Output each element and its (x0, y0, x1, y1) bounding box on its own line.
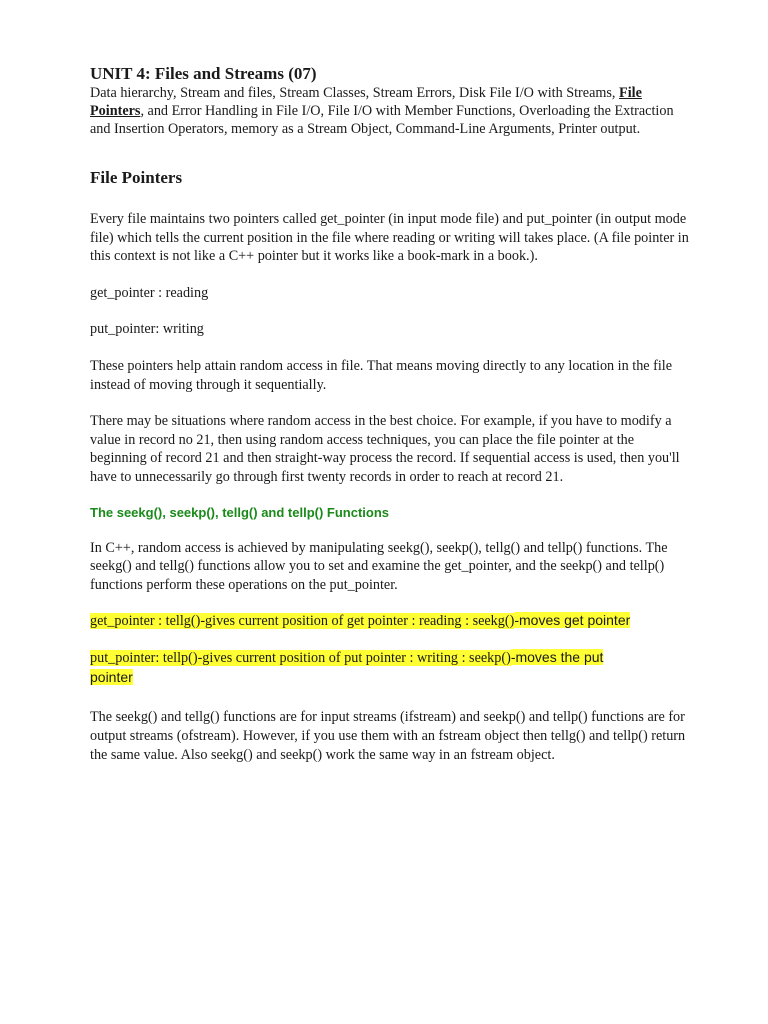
closing-paragraph: The seekg() and tellg() functions are for input streams (ifstream) and seekp() and tellp() functions are for output streams (ofstream). However, if you use them with an fstream object then tellg() and tellp() return the same value. Also seekg() and seekp() work the same way in an fstream object. (90, 709, 686, 763)
functions-heading: The seekg(), seekp(), tellg() and tellp() Functions (90, 504, 390, 520)
unit-topics (90, 84, 690, 138)
section-title: File Pointers (90, 168, 183, 187)
functions-intro: In C++, random access is achieved by manipulating seekg(), seekp(), tellg() and tellp() functions. The seekg() and tellg() functions allow you to set and examine the get_pointer, and the seekp() and tellp() functions perform these operations on the put_pointer. (90, 539, 668, 593)
topics-text-after: , and Error Handling in File I/O, File I/O with Member Functions, Overloading the Extraction and Insertion Operators, memory as a Stream Object, Command-Line Arguments, Printer output. (90, 103, 674, 137)
document-page (90, 64, 690, 764)
put-highlight-serif: put_pointer: tellp()-gives current position of put pointer : writing : seekp() (90, 650, 511, 667)
topics-link-file-pointers[interactable]: File Pointers (90, 85, 642, 119)
put-pointer-line: put_pointer: writing (90, 321, 204, 338)
unit-title: UNIT 4: Files and Streams (07) (90, 64, 317, 83)
get-pointer-highlight (90, 611, 690, 631)
example-paragraph: There may be situations where random access in the best choice. For example, if you have to modify a value in record no 21, then using random access techniques, you can place the file pointer at the beginning of record 21 and then straight-way process the record. If sequential access is used, then you'll have to unnecessarily go through first twenty records in order to reach at record 21. (90, 413, 680, 485)
random-access-paragraph: These pointers help attain random access in file. That means moving directly to any location in the file instead of moving through it sequentially. (90, 357, 673, 393)
put-highlight-sans: -moves the put pointer (90, 649, 604, 686)
get-pointer-line: get_pointer : reading (90, 284, 209, 301)
topics-text-before: Data hierarchy, Stream and files, Stream Classes, Stream Errors, Disk File I/O with Streams, (90, 85, 620, 101)
section-intro: Every file maintains two pointers called get_pointer (in input mode file) and put_pointer (in output mode file) which tells the current position in the file where reading or writing will takes place. (A file pointer in this context is not like a C++ pointer but it works like a book-mark in a book.). (90, 211, 689, 265)
get-highlight-sans: -moves get pointer (514, 612, 631, 629)
get-highlight-serif: get_pointer : tellg()-gives current position of get pointer : reading : seekg() (90, 613, 515, 630)
put-pointer-highlight (90, 648, 650, 688)
